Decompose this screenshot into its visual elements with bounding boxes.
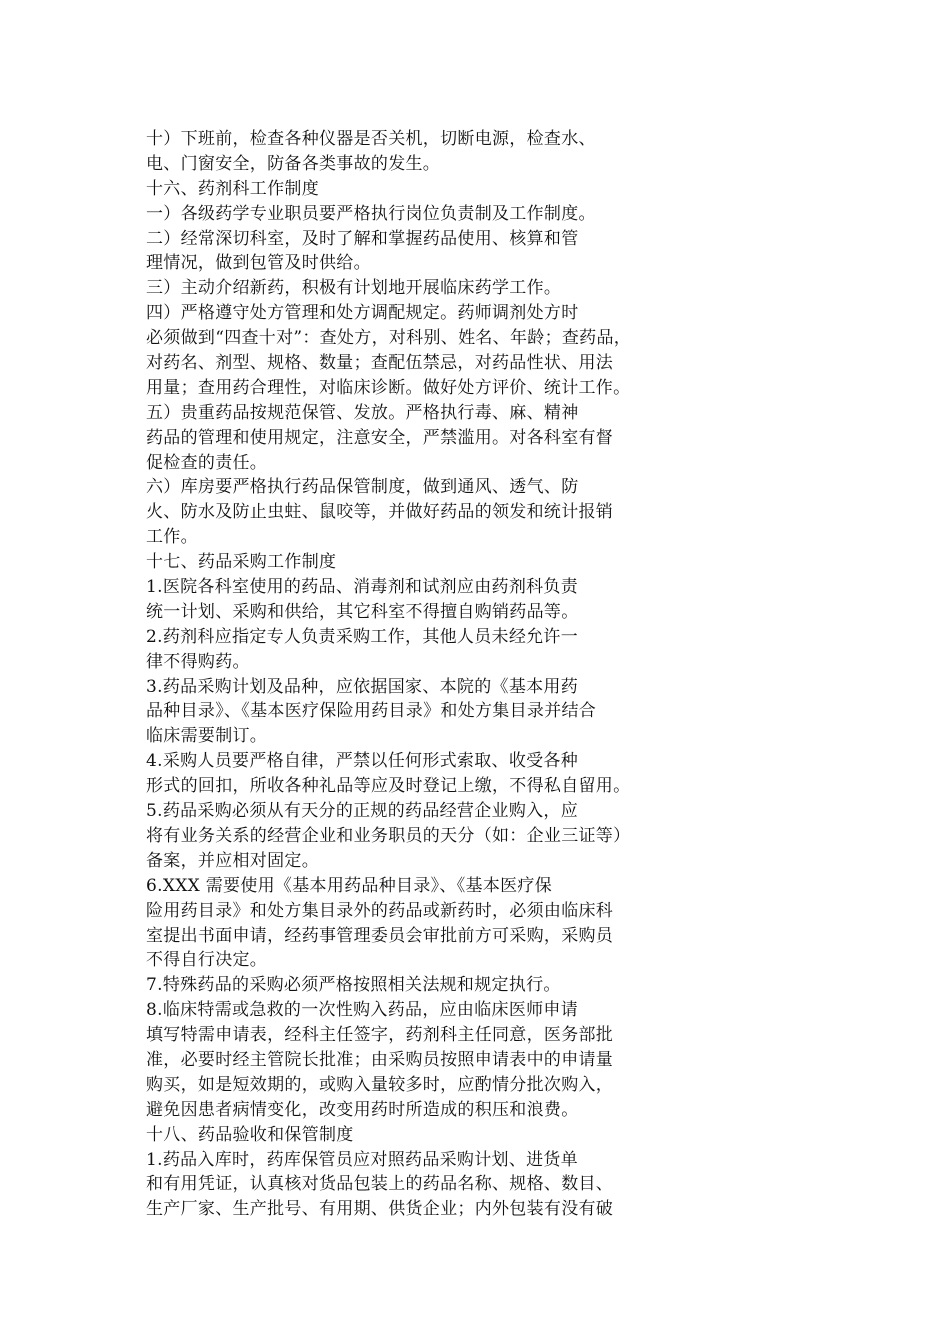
text-line: 5.药品采购必须从有天分的正规的药品经营企业购入，应	[146, 801, 579, 822]
text-line: 五）贵重药品按规范保管、发放。严格执行毒、麻、精神	[146, 402, 579, 423]
text-line: 1.医院各科室使用的药品、消毒剂和试剂应由药剂科负责	[146, 577, 579, 598]
text-line: 三）主动介绍新药，积极有计划地开展临床药学工作。	[146, 278, 562, 299]
text-line: 用量；查用药合理性，对临床诊断。做好处方评价、统计工作。	[146, 377, 631, 398]
text-line: 工作。	[146, 527, 198, 548]
text-line: 一）各级药学专业职员要严格执行岗位负责制及工作制度。	[146, 203, 596, 224]
text-line: 2.药剂科应指定专人负责采购工作，其他人员未经允许一	[146, 626, 579, 647]
text-line: 促检查的责任。	[146, 452, 268, 473]
text-line: 险用药目录》和处方集目录外的药品或新药时，必须由临床科	[146, 900, 614, 921]
text-line: 六）库房要严格执行药品保管制度，做到通风、透气、防	[146, 477, 579, 498]
text-line: 火、防水及防止虫蛀、鼠咬等，并做好药品的领发和统计报销	[146, 502, 614, 523]
document-body-text	[146, 127, 766, 1222]
text-line: 统一计划、采购和供给，其它科室不得擅自购销药品等。	[146, 601, 579, 622]
text-line: 6.XXX 需要使用《基本用药品种目录》、《基本医疗保	[146, 875, 553, 896]
text-line: 电、门窗安全，防备各类事故的发生。	[146, 153, 441, 174]
text-line: 生产厂家、生产批号、有用期、供货企业；内外包装有没有破	[146, 1199, 614, 1220]
text-line: 和有用凭证，认真核对货品包装上的药品名称、规格、数目、	[146, 1174, 614, 1195]
text-line: 十）下班前，检查各种仪器是否关机，切断电源，检查水、	[146, 129, 596, 149]
text-line: 8.临床特需或急救的一次性购入药品，应由临床医师申请	[146, 1000, 579, 1021]
text-line: 药品的管理和使用规定，注意安全，严禁滥用。对各科室有督	[146, 427, 614, 448]
text-line: 对药名、剂型、规格、数量；查配伍禁忌，对药品性状、用法	[146, 353, 614, 374]
text-line: 备案，并应相对固定。	[146, 850, 319, 871]
text-line: 十七、药品采购工作制度	[146, 552, 337, 573]
text-line: 形式的回扣，所收各种礼品等应及时登记上缴，不得私自留用。	[146, 776, 631, 797]
text-line: 四）严格遵守处方管理和处方调配规定。药师调剂处方时	[146, 303, 579, 324]
text-line: 十八、药品验收和保管制度	[146, 1124, 354, 1145]
text-line: 律不得购药。	[146, 651, 250, 672]
text-line: 7.特殊药品的采购必须严格按照相关法规和规定执行。	[146, 975, 561, 996]
text-line: 理情况，做到包管及时供给。	[146, 253, 371, 274]
text-line: 准，必要时经主管院长批准；由采购员按照申请表中的申请量	[146, 1049, 614, 1070]
text-line: 十六、药剂科工作制度	[146, 178, 319, 199]
text-line: 二）经常深切科室，及时了解和掌握药品使用、核算和管	[146, 228, 579, 249]
text-line: 避免因患者病情变化，改变用药时所造成的积压和浪费。	[146, 1099, 579, 1120]
text-line: 室提出书面申请，经药事管理委员会审批前方可采购，采购员	[146, 925, 614, 946]
text-line: 4.采购人员要严格自律，严禁以任何形式索取、收受各种	[146, 751, 579, 772]
text-line: 必须做到“四查十对”：查处方，对科别、姓名、年龄；查药品，	[146, 328, 632, 349]
text-line: 购买，如是短效期的，或购入量较多时，应酌情分批次购入，	[146, 1074, 614, 1095]
text-line: 填写特需申请表，经科主任签字，药剂科主任同意，医务部批	[146, 1025, 614, 1046]
text-line: 1.药品入库时，药库保管员应对照药品采购计划、进货单	[146, 1149, 579, 1170]
text-line: 不得自行决定。	[146, 950, 268, 971]
text-line: 品种目录》、《基本医疗保险用药目录》和处方集目录并结合	[146, 701, 597, 722]
text-line: 临床需要制订。	[146, 726, 268, 747]
text-line: 将有业务关系的经营企业和业务职员的天分（如：企业三证等）	[146, 825, 631, 846]
text-line: 3.药品采购计划及品种，应依据国家、本院的《基本用药	[146, 676, 579, 697]
